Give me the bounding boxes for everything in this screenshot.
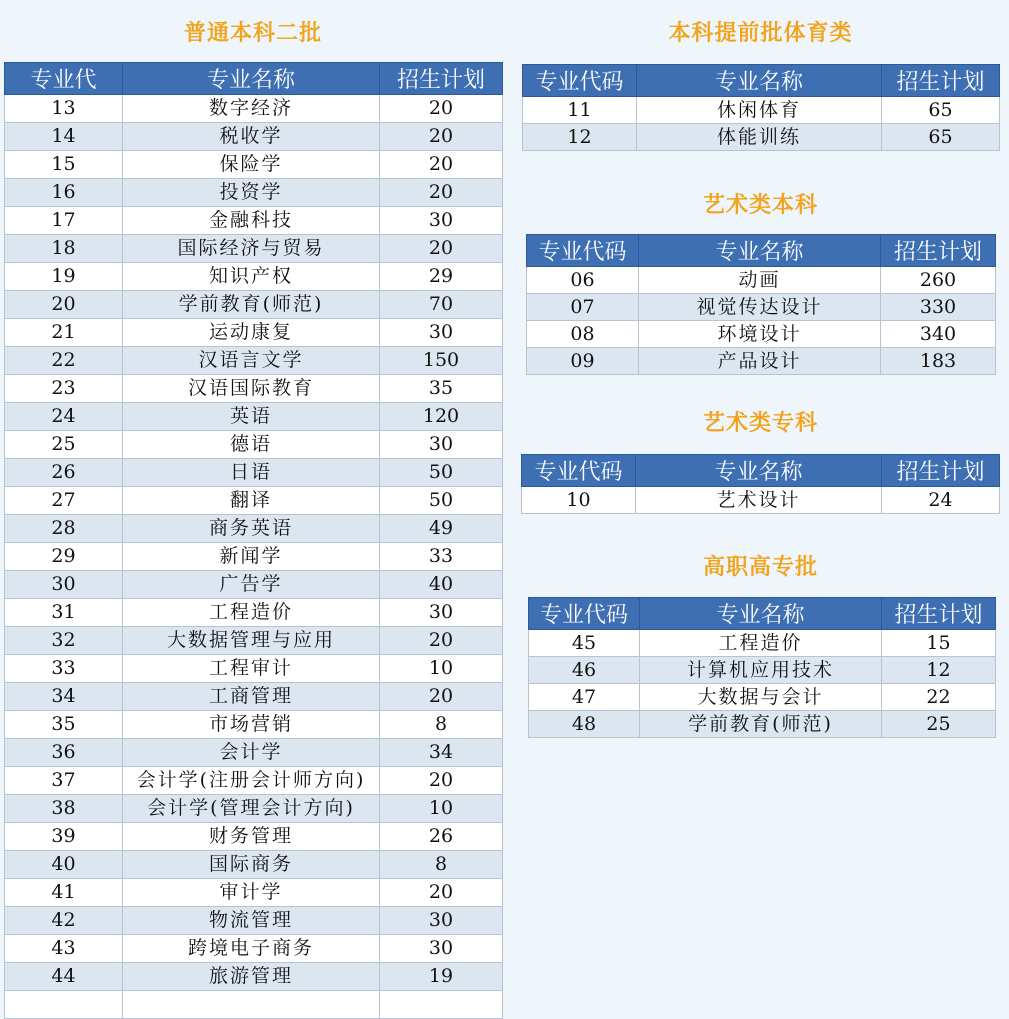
- major-code-cell: 33: [5, 655, 123, 683]
- table-row: [529, 684, 996, 711]
- major-name-cell: 计算机应用技术: [640, 657, 882, 684]
- major-code-cell: 30: [5, 571, 123, 599]
- table-row: [529, 711, 996, 738]
- table-row: [5, 235, 503, 263]
- sports-title: 本科提前批体育类: [668, 21, 853, 46]
- major-code-cell: 09: [527, 348, 639, 375]
- major-name-cell: 物流管理: [123, 907, 380, 935]
- major-name-cell: 跨境电子商务: [123, 935, 380, 963]
- header-code: 专业代码: [527, 235, 639, 267]
- major-code-cell: 12: [523, 124, 637, 151]
- major-name-cell: 大数据管理与应用: [123, 627, 380, 655]
- table-row: [5, 375, 503, 403]
- header-name: 专业名称: [640, 598, 882, 630]
- major-code-cell: 40: [5, 851, 123, 879]
- empty-cell: [5, 991, 123, 1019]
- table-row: [5, 907, 503, 935]
- major-name-cell: 会计学(管理会计方向): [123, 795, 380, 823]
- enrollment-plan-cell: 30: [380, 907, 503, 935]
- enrollment-plan-cell: 8: [380, 851, 503, 879]
- table-row: [5, 935, 503, 963]
- major-code-cell: 07: [527, 294, 639, 321]
- major-code-cell: 24: [5, 403, 123, 431]
- major-name-cell: 财务管理: [123, 823, 380, 851]
- table-row: [5, 963, 503, 991]
- enrollment-plan-cell: 183: [881, 348, 996, 375]
- enrollment-plan-cell: 8: [380, 711, 503, 739]
- table-row: [5, 599, 503, 627]
- major-code-cell: 14: [5, 123, 123, 151]
- major-code-cell: 08: [527, 321, 639, 348]
- header-plan: 招生计划: [882, 455, 1000, 487]
- major-name-cell: 学前教育(师范): [640, 711, 882, 738]
- table-row: [5, 879, 503, 907]
- major-name-cell: 产品设计: [639, 348, 881, 375]
- table-row: [5, 767, 503, 795]
- table-row: [5, 739, 503, 767]
- art-college-title: 艺术类专科: [702, 411, 818, 436]
- enrollment-plan-cell: 12: [882, 657, 996, 684]
- major-name-cell: 金融科技: [123, 207, 380, 235]
- enrollment-plan-cell: 20: [380, 683, 503, 711]
- table-row: [5, 543, 503, 571]
- table-header-row: [523, 65, 1000, 97]
- major-code-cell: 21: [5, 319, 123, 347]
- vocational-table: [528, 597, 996, 738]
- major-name-cell: 动画: [639, 267, 881, 294]
- major-name-cell: 国际经济与贸易: [123, 235, 380, 263]
- major-name-cell: 汉语言文学: [123, 347, 380, 375]
- enrollment-plan-cell: 20: [380, 767, 503, 795]
- enrollment-plan-cell: 19: [380, 963, 503, 991]
- major-name-cell: 审计学: [123, 879, 380, 907]
- header-name: 专业名称: [123, 63, 380, 95]
- enrollment-plan-cell: 20: [380, 123, 503, 151]
- major-name-cell: 新闻学: [123, 543, 380, 571]
- major-name-cell: 工程审计: [123, 655, 380, 683]
- major-name-cell: 国际商务: [123, 851, 380, 879]
- art-bachelor-table: [526, 234, 996, 375]
- major-code-cell: 23: [5, 375, 123, 403]
- table-row: [527, 348, 996, 375]
- table-row: [5, 459, 503, 487]
- table-spacer-row: [5, 991, 503, 1019]
- ordinary-table: [4, 62, 503, 1019]
- header-name: 专业名称: [639, 235, 881, 267]
- table-row: [5, 795, 503, 823]
- table-row: [5, 123, 503, 151]
- major-name-cell: 大数据与会计: [640, 684, 882, 711]
- enrollment-plan-cell: 20: [380, 879, 503, 907]
- table-row: [5, 207, 503, 235]
- major-code-cell: 29: [5, 543, 123, 571]
- enrollment-plan-cell: 49: [380, 515, 503, 543]
- major-code-cell: 48: [529, 711, 640, 738]
- enrollment-plan-cell: 150: [380, 347, 503, 375]
- sports-table: [522, 64, 1000, 151]
- table-row: [527, 294, 996, 321]
- major-code-cell: 13: [5, 95, 123, 123]
- major-name-cell: 德语: [123, 431, 380, 459]
- enrollment-plan-cell: 330: [881, 294, 996, 321]
- header-name: 专业名称: [636, 455, 882, 487]
- major-code-cell: 39: [5, 823, 123, 851]
- table-row: [527, 321, 996, 348]
- table-row: [523, 124, 1000, 151]
- major-code-cell: 22: [5, 347, 123, 375]
- major-code-cell: 46: [529, 657, 640, 684]
- enrollment-plan-cell: 30: [380, 431, 503, 459]
- enrollment-plan-cell: 10: [380, 795, 503, 823]
- table-row: [5, 179, 503, 207]
- table-row: [5, 319, 503, 347]
- table-row: [5, 823, 503, 851]
- table-row: [5, 263, 503, 291]
- major-name-cell: 商务英语: [123, 515, 380, 543]
- major-code-cell: 15: [5, 151, 123, 179]
- enrollment-plan-cell: 25: [882, 711, 996, 738]
- major-name-cell: 汉语国际教育: [123, 375, 380, 403]
- table-row: [5, 151, 503, 179]
- major-code-cell: 32: [5, 627, 123, 655]
- enrollment-plan-cell: 340: [881, 321, 996, 348]
- enrollment-plan-cell: 40: [380, 571, 503, 599]
- enrollment-plan-cell: 34: [380, 739, 503, 767]
- table-row: [5, 291, 503, 319]
- enrollment-plan-cell: 26: [380, 823, 503, 851]
- enrollment-plan-cell: 65: [882, 124, 1000, 151]
- header-plan: 招生计划: [380, 63, 503, 95]
- enrollment-plan-cell: 33: [380, 543, 503, 571]
- enrollment-plan-cell: 30: [380, 599, 503, 627]
- table-row: [5, 95, 503, 123]
- major-name-cell: 工程造价: [123, 599, 380, 627]
- major-code-cell: 43: [5, 935, 123, 963]
- major-name-cell: 运动康复: [123, 319, 380, 347]
- table-row: [5, 431, 503, 459]
- major-code-cell: 31: [5, 599, 123, 627]
- ordinary-title: 普通本科二批: [183, 21, 322, 46]
- major-name-cell: 会计学(注册会计师方向): [123, 767, 380, 795]
- major-code-cell: 19: [5, 263, 123, 291]
- table-row: [5, 515, 503, 543]
- major-name-cell: 艺术设计: [636, 487, 882, 514]
- major-name-cell: 翻译: [123, 487, 380, 515]
- major-name-cell: 学前教育(师范): [123, 291, 380, 319]
- table-row: [5, 851, 503, 879]
- enrollment-plan-cell: 120: [380, 403, 503, 431]
- major-code-cell: 42: [5, 907, 123, 935]
- empty-cell: [123, 991, 380, 1019]
- enrollment-plan-cell: 260: [881, 267, 996, 294]
- header-name: 专业名称: [637, 65, 882, 97]
- enrollment-plan-cell: 20: [380, 95, 503, 123]
- vocational-title: 高职高专批: [702, 555, 818, 580]
- major-name-cell: 会计学: [123, 739, 380, 767]
- major-name-cell: 休闲体育: [637, 97, 882, 124]
- major-code-cell: 34: [5, 683, 123, 711]
- major-code-cell: 28: [5, 515, 123, 543]
- enrollment-plan-cell: 35: [380, 375, 503, 403]
- major-name-cell: 市场营销: [123, 711, 380, 739]
- major-code-cell: 17: [5, 207, 123, 235]
- table-row: [5, 487, 503, 515]
- major-code-cell: 44: [5, 963, 123, 991]
- major-code-cell: 35: [5, 711, 123, 739]
- major-name-cell: 保险学: [123, 151, 380, 179]
- table-row: [5, 655, 503, 683]
- major-code-cell: 36: [5, 739, 123, 767]
- enrollment-plan-cell: 29: [380, 263, 503, 291]
- table-row: [523, 97, 1000, 124]
- art-bachelor-title: 艺术类本科: [702, 193, 818, 218]
- major-code-cell: 10: [522, 487, 636, 514]
- enrollment-plan-cell: 30: [380, 207, 503, 235]
- header-plan: 招生计划: [882, 598, 996, 630]
- table-row: [529, 657, 996, 684]
- table-row: [5, 347, 503, 375]
- table-row: [529, 630, 996, 657]
- empty-cell: [380, 991, 503, 1019]
- enrollment-plan-cell: 20: [380, 627, 503, 655]
- table-row: [5, 627, 503, 655]
- major-name-cell: 体能训练: [637, 124, 882, 151]
- header-code: 专业代: [5, 63, 123, 95]
- enrollment-plan-cell: 15: [882, 630, 996, 657]
- major-name-cell: 税收学: [123, 123, 380, 151]
- major-code-cell: 20: [5, 291, 123, 319]
- major-name-cell: 知识产权: [123, 263, 380, 291]
- major-code-cell: 47: [529, 684, 640, 711]
- header-plan: 招生计划: [882, 65, 1000, 97]
- major-name-cell: 视觉传达设计: [639, 294, 881, 321]
- table-row: [5, 683, 503, 711]
- enrollment-plan-cell: 70: [380, 291, 503, 319]
- enrollment-plan-cell: 24: [882, 487, 1000, 514]
- major-code-cell: 26: [5, 459, 123, 487]
- major-code-cell: 27: [5, 487, 123, 515]
- table-header-row: [527, 235, 996, 267]
- major-name-cell: 环境设计: [639, 321, 881, 348]
- major-name-cell: 旅游管理: [123, 963, 380, 991]
- table-row: [5, 711, 503, 739]
- enrollment-plan-cell: 22: [882, 684, 996, 711]
- header-code: 专业代码: [522, 455, 636, 487]
- header-code: 专业代码: [523, 65, 637, 97]
- table-row: [527, 267, 996, 294]
- enrollment-plan-cell: 20: [380, 235, 503, 263]
- major-code-cell: 25: [5, 431, 123, 459]
- enrollment-plan-cell: 10: [380, 655, 503, 683]
- major-code-cell: 18: [5, 235, 123, 263]
- major-name-cell: 工商管理: [123, 683, 380, 711]
- major-name-cell: 英语: [123, 403, 380, 431]
- major-name-cell: 广告学: [123, 571, 380, 599]
- enrollment-plan-cell: 50: [380, 459, 503, 487]
- table-header-row: [529, 598, 996, 630]
- table-row: [5, 403, 503, 431]
- enrollment-plan-cell: 20: [380, 179, 503, 207]
- major-name-cell: 数字经济: [123, 95, 380, 123]
- art-college-table: [521, 454, 1000, 514]
- major-code-cell: 16: [5, 179, 123, 207]
- major-code-cell: 41: [5, 879, 123, 907]
- table-header-row: [5, 63, 503, 95]
- enrollment-plan-cell: 20: [380, 151, 503, 179]
- major-name-cell: 日语: [123, 459, 380, 487]
- major-code-cell: 38: [5, 795, 123, 823]
- enrollment-plan-cell: 30: [380, 319, 503, 347]
- major-code-cell: 45: [529, 630, 640, 657]
- enrollment-plan-cell: 65: [882, 97, 1000, 124]
- table-header-row: [522, 455, 1000, 487]
- enrollment-plan-cell: 30: [380, 935, 503, 963]
- table-row: [522, 487, 1000, 514]
- table-row: [5, 571, 503, 599]
- major-code-cell: 37: [5, 767, 123, 795]
- major-code-cell: 06: [527, 267, 639, 294]
- header-code: 专业代码: [529, 598, 640, 630]
- major-code-cell: 11: [523, 97, 637, 124]
- header-plan: 招生计划: [881, 235, 996, 267]
- major-name-cell: 投资学: [123, 179, 380, 207]
- major-name-cell: 工程造价: [640, 630, 882, 657]
- enrollment-plan-cell: 50: [380, 487, 503, 515]
